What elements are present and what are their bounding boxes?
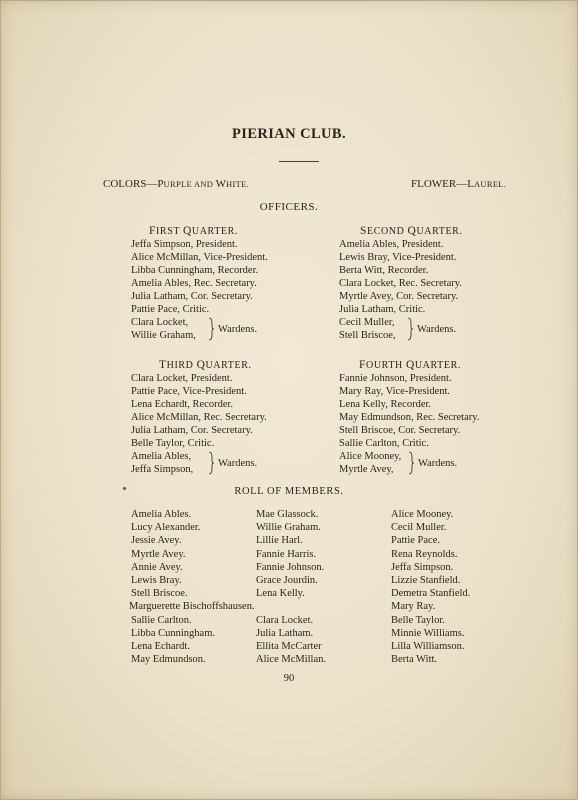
member-name: Grace Jourdin. <box>256 575 318 587</box>
officers-heading: OFFICERS. <box>259 201 319 213</box>
officer-line: Clara Locket, Rec. Secretary. <box>339 278 462 289</box>
member-name: Rena Reynolds. <box>391 548 458 560</box>
member-name: Jeffa Simpson. <box>391 561 454 573</box>
wardens-group <box>131 316 268 342</box>
officer-line: Clara Locket, President. <box>131 373 233 384</box>
member-name: Annie Avey. <box>131 561 183 573</box>
member-name: Lena Kelly. <box>256 588 305 600</box>
member-name: Mary Ray. <box>391 601 436 613</box>
officer-line: May Edmundson, Rec. Secretary. <box>339 412 480 423</box>
quarter-officers-2 <box>339 238 462 342</box>
brace-icon <box>208 451 214 475</box>
quarter-heading-4: FOURTH QUARTER. <box>359 359 461 371</box>
member-name: Fannie Johnson. <box>256 561 325 573</box>
officer-line: Julia Latham, Cor. Secretary. <box>131 291 253 302</box>
member-name: Alice McMillan. <box>256 654 326 666</box>
warden-name: Alice Mooney, <box>339 451 402 462</box>
colors-value-initial: P <box>157 178 164 190</box>
flower-value-rest: AUREL. <box>473 179 507 189</box>
quarter-heading-2: SECOND QUARTER. <box>360 225 463 237</box>
flower-label: FLOWER <box>411 178 457 190</box>
member-name: Willie Graham. <box>256 522 321 534</box>
title-rule <box>279 161 319 162</box>
member-name: Ellita McCarter <box>256 641 322 652</box>
member-name: Myrtle Avey. <box>131 548 186 560</box>
member-name: Stell Briscoe. <box>131 588 188 600</box>
officer-line: Pattie Pace, Critic. <box>131 304 210 315</box>
member-name: Alice Mooney. <box>391 509 454 520</box>
members-column-1 <box>131 508 255 666</box>
member-name: Lilla Williamson. <box>391 641 465 653</box>
officer-line: Mary Ray, Vice-President. <box>339 386 451 397</box>
officer-line: Jeffa Simpson, President. <box>131 239 238 250</box>
member-name: Fannie Harris. <box>256 548 317 560</box>
wardens-label: Wardens. <box>418 458 458 469</box>
wardens-label: Wardens. <box>218 458 258 469</box>
wardens-group <box>339 316 462 342</box>
officer-line: Fannie Johnson, President. <box>339 373 452 384</box>
member-name: May Edmundson. <box>131 654 206 666</box>
members-column-3 <box>391 508 470 666</box>
members-column-2b <box>256 614 326 667</box>
officer-line: Julia Latham, Cor. Secretary. <box>131 425 253 436</box>
warden-name: Clara Locket, <box>131 317 189 328</box>
member-name: Berta Witt. <box>391 654 438 666</box>
member-name: Pattie Pace. <box>391 535 440 547</box>
roll-heading: ROLL OF MEMBERS. <box>234 486 344 497</box>
colors-value-rest-2: HITE. <box>226 179 250 189</box>
member-name: Cecil Muller. <box>391 522 447 534</box>
member-name: Jessie Avey. <box>131 535 182 547</box>
member-name: Minnie Williams. <box>391 627 465 639</box>
warden-name: Amelia Ables, <box>131 451 192 462</box>
member-name: Libba Cunningham. <box>131 627 215 639</box>
quarter-heading-3: THIRD QUARTER. <box>159 359 252 371</box>
officer-line: Lewis Bray, Vice-President. <box>339 252 457 263</box>
officer-line: Lena Echardt, Recorder. <box>131 399 234 410</box>
warden-name: Willie Graham, <box>131 330 196 341</box>
officer-line: Belle Taylor, Critic. <box>131 438 215 449</box>
warden-name: Myrtle Avey, <box>339 464 394 475</box>
member-name: Sallie Carlton. <box>131 614 192 626</box>
club-flower: FLOWER—LAUREL. <box>411 178 507 190</box>
officer-line: Alice McMillan, Vice-President. <box>131 252 268 263</box>
member-name: Amelia Ables. <box>131 509 192 520</box>
page-number: 90 <box>283 673 295 684</box>
quarter-officers-3 <box>131 372 267 476</box>
officer-line: Berta Witt, Recorder. <box>339 265 429 276</box>
officer-line: Amelia Ables, Rec. Secretary. <box>131 278 257 289</box>
member-name: Lewis Bray. <box>131 575 182 587</box>
officer-line: Sallie Carlton, Critic. <box>339 438 429 449</box>
quarter-heading-1: FIRST QUARTER. <box>149 225 239 237</box>
member-name: Lena Echardt. <box>131 641 190 653</box>
member-name: Lucy Alexander. <box>131 522 201 534</box>
quarter-officers-4 <box>339 372 479 476</box>
brace-icon <box>407 317 413 341</box>
member-name: Demetra Stanfield. <box>391 588 471 600</box>
member-name: Lillie Harl. <box>256 535 303 547</box>
wardens-group <box>339 450 479 476</box>
officer-line: Alice McMillan, Rec. Secretary. <box>131 412 267 423</box>
member-name: Clara Locket. <box>256 614 314 626</box>
officer-line: Libba Cunningham, Recorder. <box>131 265 259 276</box>
member-name: Marguerette Bischoffshausen. <box>129 601 255 613</box>
warden-name: Jeffa Simpson, <box>131 464 194 475</box>
colors-value-initial-2: W <box>215 178 227 190</box>
quarter-officers-1 <box>131 238 268 342</box>
colors-value-rest: URPLE AND <box>163 179 216 189</box>
flower-value-initial: L <box>467 178 474 190</box>
officer-line: Lena Kelly, Recorder. <box>339 399 432 410</box>
officer-line: Julia Latham, Critic. <box>339 304 426 315</box>
warden-name: Cecil Muller, <box>339 317 395 328</box>
wardens-label: Wardens. <box>417 324 457 335</box>
warden-name: Stell Briscoe, <box>339 330 396 341</box>
officer-line: Myrtle Avey, Cor. Secretary. <box>339 291 459 302</box>
brace-icon <box>208 317 214 341</box>
officer-line: Amelia Ables, President. <box>339 239 444 250</box>
colors-label: COLORS <box>103 178 147 190</box>
club-colors: COLORS—PURPLE AND WHITE. <box>103 178 250 190</box>
member-name: Belle Taylor. <box>391 614 445 626</box>
brace-icon <box>408 451 414 475</box>
member-name: Lizzie Stanfield. <box>391 575 461 587</box>
wardens-label: Wardens. <box>218 324 258 335</box>
officer-line: Pattie Pace, Vice-President. <box>131 386 247 397</box>
member-name: Mae Glassock. <box>256 509 319 520</box>
members-column-2a <box>256 508 324 600</box>
wardens-group <box>131 450 267 476</box>
officer-line: Stell Briscoe, Cor. Secretary. <box>339 425 461 436</box>
member-name: Julia Latham. <box>256 627 314 639</box>
page-title: PIERIAN CLUB. <box>232 126 346 142</box>
